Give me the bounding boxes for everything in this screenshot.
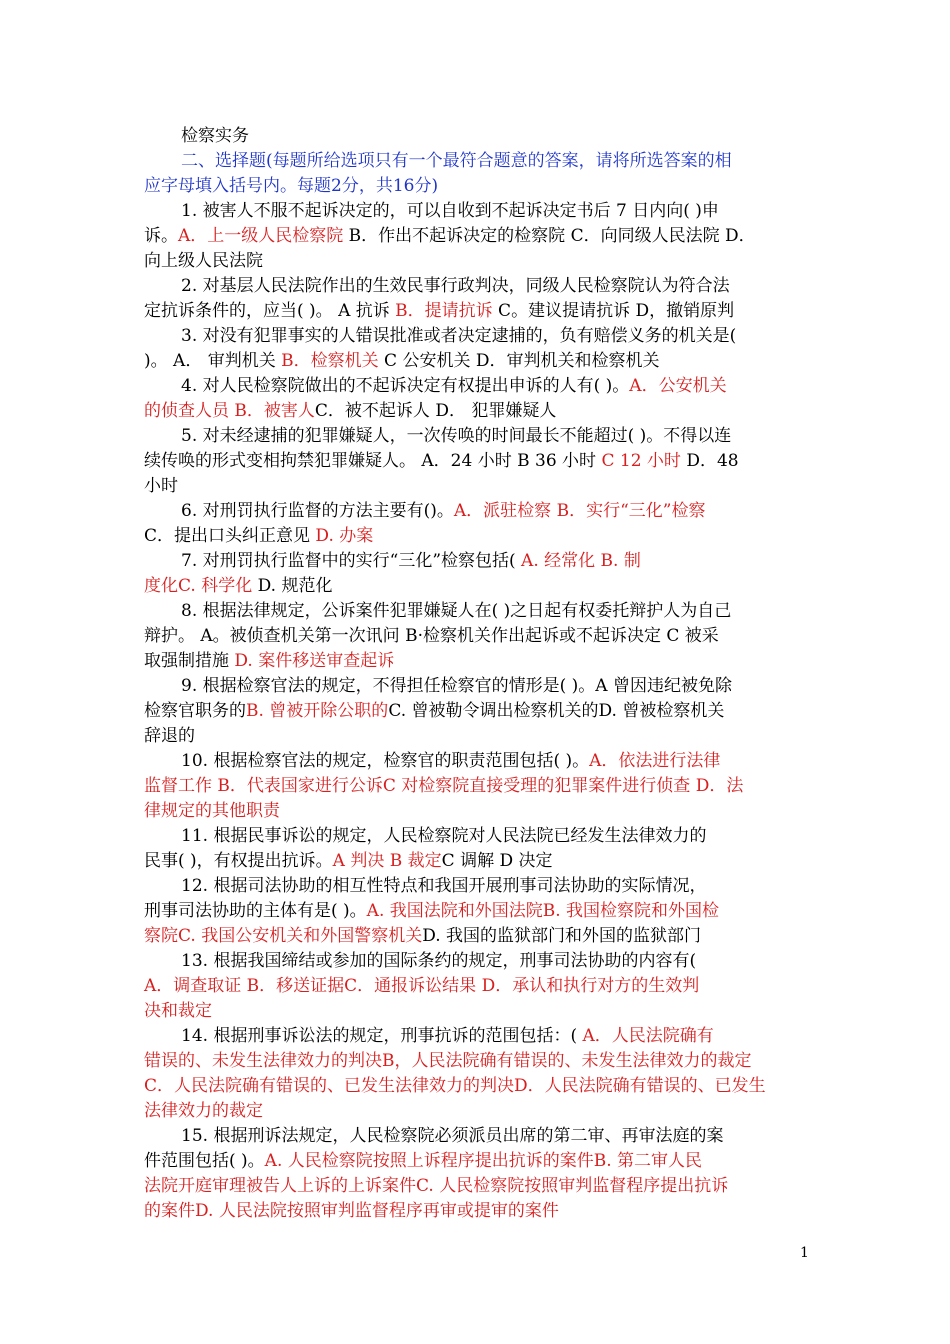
question-line xyxy=(144,599,809,624)
question-line xyxy=(144,574,809,599)
question-line xyxy=(144,1124,809,1149)
answer-text: C 12 小时 xyxy=(601,451,681,471)
answer-text: 错误的、未发生法律效力的判决B，人民法院确有错误的、未发生法律效力的裁定 xyxy=(144,1051,752,1071)
question-text: C。建议提请抗诉 D，撤销原判 xyxy=(492,301,735,321)
question-text: 14. 根据刑事诉讼法的规定，刑事抗诉的范围包括：( xyxy=(181,1026,583,1046)
answer-text: D. 案件移送审查起诉 xyxy=(234,651,395,671)
question-text: C．提出口头纠正意见 xyxy=(144,526,316,546)
question-item xyxy=(144,599,809,674)
question-text: 件范围包括( )。 xyxy=(144,1151,265,1171)
question-item xyxy=(144,749,809,824)
question-line xyxy=(144,224,809,249)
question-text: 11. 根据民事诉讼的规定，人民检察院对人民法院已经发生法律效力的 xyxy=(181,826,707,846)
question-line xyxy=(144,699,809,724)
question-text: 6. 对刑罚执行监督的方法主要有()。 xyxy=(181,501,454,521)
question-line xyxy=(144,1099,809,1124)
question-item xyxy=(144,499,809,549)
answer-text: B．提请抗诉 xyxy=(395,301,493,321)
question-line xyxy=(144,474,809,499)
question-text: 10. 根据检察官法的规定，检察官的职责范围包括( )。 xyxy=(181,751,590,771)
question-line xyxy=(144,1049,809,1074)
question-line xyxy=(144,399,809,424)
question-text: 小时 xyxy=(144,476,178,496)
question-line xyxy=(144,774,809,799)
answer-text: D. 办案 xyxy=(315,526,374,546)
question-text: 辩护。 A。被侦查机关第一次讯问 B·检察机关作出起诉或不起诉决定 C 被采 xyxy=(144,626,719,646)
question-text: 5. 对未经逮捕的犯罪嫌疑人，一次传唤的时间最长不能超过( )。不得以连 xyxy=(181,426,732,446)
question-text: 检察官职务的 xyxy=(144,701,246,721)
answer-text: A．上一级人民检察院 xyxy=(178,226,344,246)
question-line xyxy=(144,874,809,899)
question-line xyxy=(144,299,809,324)
question-text: 9. 根据检察官法的规定，不得担任检察官的情形是( )。A 曾因违纪被免除 xyxy=(181,676,732,696)
question-line xyxy=(144,374,809,399)
document-body xyxy=(144,124,809,1224)
question-line xyxy=(144,849,809,874)
question-line xyxy=(144,649,809,674)
question-item xyxy=(144,874,809,949)
question-line xyxy=(144,674,809,699)
answer-text: A. 经常化 B. 制 xyxy=(521,551,641,571)
question-text: 8. 根据法律规定，公诉案件犯罪嫌疑人在( )之日起有权委托辩护人为自己 xyxy=(181,601,732,621)
question-text: D．48 xyxy=(680,451,739,471)
section-heading-line-1: 二、选择题(每题所给选项只有一个最符合题意的答案，请将所选答案的相 xyxy=(181,151,732,171)
question-line xyxy=(144,1074,809,1099)
question-line xyxy=(144,1149,809,1174)
answer-text: C．人民法院确有错误的、已发生法律效力的判决D．人民法院确有错误的、已发生 xyxy=(144,1076,766,1096)
question-line xyxy=(144,924,809,949)
answer-text: 法院开庭审理被告人上诉的上诉案件C. 人民检察院按照审判监督程序提出抗诉 xyxy=(144,1176,729,1196)
question-item xyxy=(144,674,809,749)
question-line xyxy=(144,799,809,824)
question-item xyxy=(144,824,809,874)
question-item xyxy=(144,1024,809,1124)
question-line xyxy=(144,524,809,549)
question-text: 3. 对没有犯罪事实的人错误批准或者决定逮捕的，负有赔偿义务的机关是( xyxy=(181,326,737,346)
question-line xyxy=(144,974,809,999)
question-text: 诉。 xyxy=(144,226,178,246)
answer-text: 法律效力的裁定 xyxy=(144,1101,263,1121)
answer-text: 的侦查人员 B．被害人 xyxy=(144,401,315,421)
answer-text: 度化C. 科学化 xyxy=(144,576,253,596)
question-line xyxy=(144,1199,809,1224)
question-item xyxy=(144,374,809,424)
answer-text: A 判决 B 裁定 xyxy=(332,851,442,871)
answer-text: B. 曾被开除公职的 xyxy=(246,701,389,721)
question-line xyxy=(144,949,809,974)
question-line xyxy=(144,249,809,274)
question-item xyxy=(144,199,809,274)
answer-text: 监督工作 B．代表国家进行公诉C 对检察院直接受理的犯罪案件进行侦查 D．法 xyxy=(144,776,744,796)
question-item xyxy=(144,1124,809,1224)
question-line xyxy=(144,349,809,374)
question-text: 15. 根据刑诉法规定，人民检察院必须派员出席的第二审、再审法庭的案 xyxy=(181,1126,724,1146)
question-line xyxy=(144,624,809,649)
question-text: )。 A． 审判机关 xyxy=(144,351,282,371)
answer-text: A. 我国法院和外国法院B. 我国检察院和外国检 xyxy=(366,901,720,921)
question-line xyxy=(144,324,809,349)
answer-text: 律规定的其他职责 xyxy=(144,801,280,821)
question-text: 1. 被害人不服不起诉决定的，可以自收到不起诉决定书后 7 日内向( )申 xyxy=(181,201,719,221)
question-text: 13. 根据我国缔结或参加的国际条约的规定，刑事司法协助的内容有( xyxy=(181,951,697,971)
question-text: 辞退的 xyxy=(144,726,195,746)
question-text: 12. 根据司法协助的相互性特点和我国开展刑事司法协助的实际情况， xyxy=(181,876,707,896)
question-text: 续传唤的形式变相拘禁犯罪嫌疑人。 A．24 小时 B 36 小时 xyxy=(144,451,602,471)
question-line xyxy=(144,999,809,1024)
question-text: D. 规范化 xyxy=(252,576,333,596)
question-list xyxy=(144,199,809,1224)
answer-text: B．检察机关 xyxy=(281,351,379,371)
question-text: C 公安机关 D．审判机关和检察机关 xyxy=(378,351,660,371)
question-text: 7. 对刑罚执行监督中的实行“三化”检察包括( xyxy=(181,551,522,571)
question-item xyxy=(144,324,809,374)
question-text: 2. 对基层人民法院作出的生效民事行政判决，同级人民检察院认为符合法 xyxy=(181,276,730,296)
question-text: C. 曾被勒令调出检察机关的D. 曾被检察机关 xyxy=(388,701,725,721)
answer-text: A．依法进行法律 xyxy=(589,751,721,771)
question-text: 4. 对人民检察院做出的不起诉决定有权提出申诉的人有( )。 xyxy=(181,376,630,396)
question-text: 民事( )，有权提出抗诉。 xyxy=(144,851,333,871)
question-line xyxy=(144,724,809,749)
question-text: 取强制措施 xyxy=(144,651,235,671)
question-line xyxy=(144,549,809,574)
answer-text: A．调查取证 B．移送证据C．通报诉讼结果 D．承认和执行对方的生效判 xyxy=(144,976,700,996)
question-line xyxy=(144,424,809,449)
question-item xyxy=(144,949,809,1024)
question-text: 定抗诉条件的，应当( )。 A 抗诉 xyxy=(144,301,396,321)
answer-text: 的案件D. 人民法院按照审判监督程序再审或提审的案件 xyxy=(144,1201,559,1221)
answer-text: A．派驻检察 B．实行“三化”检察 xyxy=(453,501,706,521)
question-text: 向上级人民法院 xyxy=(144,251,263,271)
question-text: D. 我国的监狱部门和外国的监狱部门 xyxy=(422,926,702,946)
question-line xyxy=(144,824,809,849)
question-text: B．作出不起诉决定的检察院 C．向同级人民法院 D． xyxy=(343,226,756,246)
question-item xyxy=(144,549,809,599)
question-line xyxy=(144,1024,809,1049)
question-item xyxy=(144,424,809,499)
page-number: 1 xyxy=(800,1245,809,1261)
answer-text: A．公安机关 xyxy=(629,376,727,396)
answer-text: 决和裁定 xyxy=(144,1001,212,1021)
question-line xyxy=(144,199,809,224)
question-line xyxy=(144,499,809,524)
question-line xyxy=(144,899,809,924)
question-line xyxy=(144,1174,809,1199)
answer-text: 察院C. 我国公安机关和外国警察机关 xyxy=(144,926,423,946)
question-line xyxy=(144,449,809,474)
question-text: C 调解 D 决定 xyxy=(441,851,553,871)
answer-text: A．人民法院确有 xyxy=(582,1026,714,1046)
question-line xyxy=(144,749,809,774)
section-heading-line-2: 应字母填入括号内。每题2分，共16分) xyxy=(144,176,439,196)
answer-text: A. 人民检察院按照上诉程序提出抗诉的案件B. 第二审人民 xyxy=(264,1151,703,1171)
document-title: 检察实务 xyxy=(181,126,249,146)
question-item xyxy=(144,274,809,324)
question-text: 刑事司法协助的主体有是( )。 xyxy=(144,901,367,921)
question-text: C．被不起诉人 D． 犯罪嫌疑人 xyxy=(314,401,557,421)
question-line xyxy=(144,274,809,299)
